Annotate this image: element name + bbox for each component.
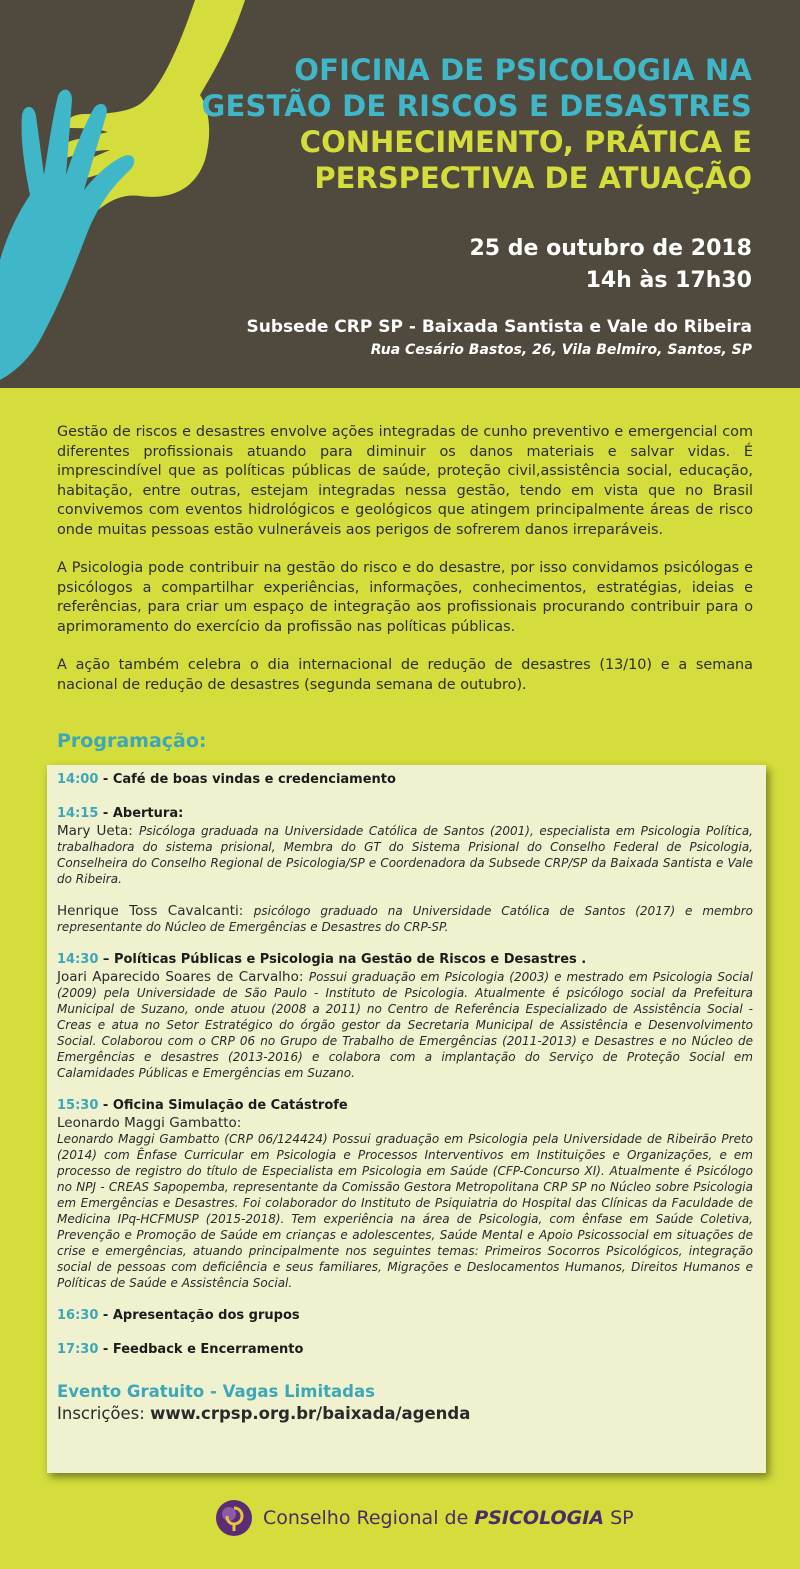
slot-title: - Abertura: — [98, 806, 184, 821]
title-line-2: GESTÃO DE RISCOS E DESASTRES — [201, 89, 752, 123]
program-slot — [57, 771, 753, 789]
program-slot — [57, 1341, 753, 1359]
slot-time: 14:00 — [57, 772, 99, 787]
speaker-name: Mary Ueta: — [57, 823, 139, 839]
org-suffix: SP — [604, 1507, 634, 1529]
slot-title: – Políticas Públicas e Psicologia na Gestão de Riscos e Desastres . — [98, 952, 587, 967]
slot-title: - Café de boas vindas e credenciamento — [98, 772, 396, 787]
program-slot — [57, 951, 753, 1081]
crp-logo-icon — [215, 1499, 253, 1537]
slot-time: 17:30 — [57, 1342, 99, 1357]
org-name — [263, 1507, 634, 1529]
org-prefix: Conselho Regional de — [263, 1507, 475, 1529]
slot-title: - Oficina Simulação de Catástrofe — [98, 1098, 348, 1113]
program-slot — [57, 1097, 753, 1291]
venue-name: Subsede CRP SP - Baixada Santista e Vale do Ribeira — [246, 317, 752, 337]
slot-title: - Feedback e Encerramento — [98, 1342, 304, 1357]
subtitle-line-1: CONHECIMENTO, PRÁTICA E — [299, 125, 752, 159]
speaker-name: Henrique Toss Cavalcanti: — [57, 903, 254, 919]
header-banner — [0, 0, 800, 388]
speaker-bio: Leonardo Maggi Gambatto (CRP 06/124424) Possui graduação em Psicologia pela Universidade de Ribeirão Preto (2014) com Ênfase Curricular em Psicologia e Processos Interventivos em Instituições e Organizações, e em processo de registro do título de Especialista em Psicologia em Saúde (CFP-Concurso XI). Atualmente é Psicólogo no NPJ - CREAS Sapopemba, representante da Comissão Gestora Metropolitana CRP SP no Núcleo sobre Psicologia em Emergências e Desastres. Foi colaborador do Instituto de Psiquiatria do Hospital das Clínicas da Faculdade de Medicina IPq-HCFMUSP (2015-2018). Tem experiência na área de Psicologia, com ênfase em Saúde Coletiva, Prevenção e Promoção de Saúde em crianças e adolescentes, Saúde Mental e Apoio Psicossocial em situações de crise e emergências, atuando principalmente nos seguintes temas: Primeiros Socorros Psicológicos, integração social de pessoas com deficiência e seus familiares, Migrações e Deslocamentos Humanos, Direitos Humanos e Políticas de Saúde e Assistência Social. — [57, 1132, 753, 1290]
intro-text — [57, 423, 753, 714]
venue-address: Rua Cesário Bastos, 26, Vila Belmiro, Santos, SP — [370, 342, 752, 358]
program-heading: Programação: — [57, 730, 207, 752]
slot-time: 14:30 — [57, 952, 99, 967]
slot-time: 16:30 — [57, 1308, 99, 1323]
intro-paragraph-3: A ação também celebra o dia internacional de redução de desastres (13/10) e a semana nacional de redução de desastres (segunda semana de outubro). — [57, 657, 753, 693]
footer-logo — [215, 1499, 635, 1539]
free-event-notice: Evento Gratuito - Vagas Limitadas — [57, 1382, 375, 1401]
event-time: 14h às 17h30 — [585, 268, 752, 293]
speaker-name: Leonardo Maggi Gambatto: — [57, 1115, 242, 1131]
speaker-bio: Psicóloga graduada na Universidade Católica de Santos (2001), especialista em Psicologia Política, trabalhadora do sistema prisional, Membra do GT do Sistema Prisional do Conselho Federal de Psicologia, Conselheira do Conselho Regional de Psicologia/SP e Coordenadora da Subsede CRP/SP da Baixada Santista e Vale do Ribeira. — [57, 824, 754, 886]
event-datetime — [470, 233, 753, 297]
event-title — [192, 52, 752, 196]
speaker-bio: psicólogo graduado na Universidade Católica de Santos (2017) e membro representante do Núcleo de Emergências e Desastres do CRP-SP. — [57, 904, 753, 934]
signup-link[interactable]: www.crpsp.org.br/baixada/agenda — [150, 1404, 471, 1423]
title-line-1: OFICINA DE PSICOLOGIA NA — [294, 53, 752, 87]
program-slot — [57, 805, 753, 935]
event-venue — [247, 315, 752, 361]
slot-time: 14:15 — [57, 806, 99, 821]
subtitle-line-2: PERSPECTIVA DE ATUAÇÃO — [314, 161, 752, 195]
program-slot — [57, 1307, 753, 1325]
program-card — [47, 765, 766, 1473]
signup-info — [57, 1403, 753, 1425]
speaker-bio: Possui graduação em Psicologia (2003) e mestrado em Psicologia Social (2009) pela Universidade de São Paulo - Instituto de Psicologia. Atualmente é psicólogo social da Prefeitura Municipal de Suzano, onde atuou (2008 a 2011) no Centro de Referência Especializado de Assistência Social - Creas e atua no Setor Estratégico do órgão gestor da Secretaria Municipal de Assistência e Desenvolvimento Social. Colaborou com o CRP 06 no Grupo de Trabalho de Emergências (2011-2013) e Desastres e no Núcleo de Emergências e desastres (2013-2016) e colabora com a implantação do Serviço de Proteção Social em Calamidades Públicas e Emergências em Suzano. — [57, 970, 753, 1080]
intro-paragraph-1: Gestão de riscos e desastres envolve ações integradas de cunho preventivo e emergencial com diferentes profissionais atuando para diminuir os danos materiais e salvar vidas. É imprescindível que as políticas públicas de saúde, proteção civil,assistência social, educação, habitação, entre outras, estejam integradas nessa gestão, tendo em vista que no Brasil convivemos com eventos hidrológicos e geológicos que atingem principalmente áreas de risco onde muitas pessoas estão vulneráveis aos perigos de sofrerem danos irreparáveis. — [57, 424, 753, 538]
intro-paragraph-2: A Psicologia pode contribuir na gestão do risco e do desastre, por isso convidamos psicólogas e psicólogos a compartilhar experiências, informações, conhecimentos, estratégias, ideias e referências, para criar um espaço de integração aos profissionais procurando contribuir para o aprimoramento do exercício da profissão nas políticas públicas. — [57, 560, 753, 635]
slot-title: - Apresentação dos grupos — [98, 1308, 300, 1323]
event-date: 25 de outubro de 2018 — [469, 236, 752, 261]
speaker-name: Joari Aparecido Soares de Carvalho: — [57, 969, 309, 985]
org-bold: PSICOLOGIA — [474, 1507, 605, 1529]
signup-label: Inscrições: — [57, 1404, 151, 1423]
slot-time: 15:30 — [57, 1098, 99, 1113]
